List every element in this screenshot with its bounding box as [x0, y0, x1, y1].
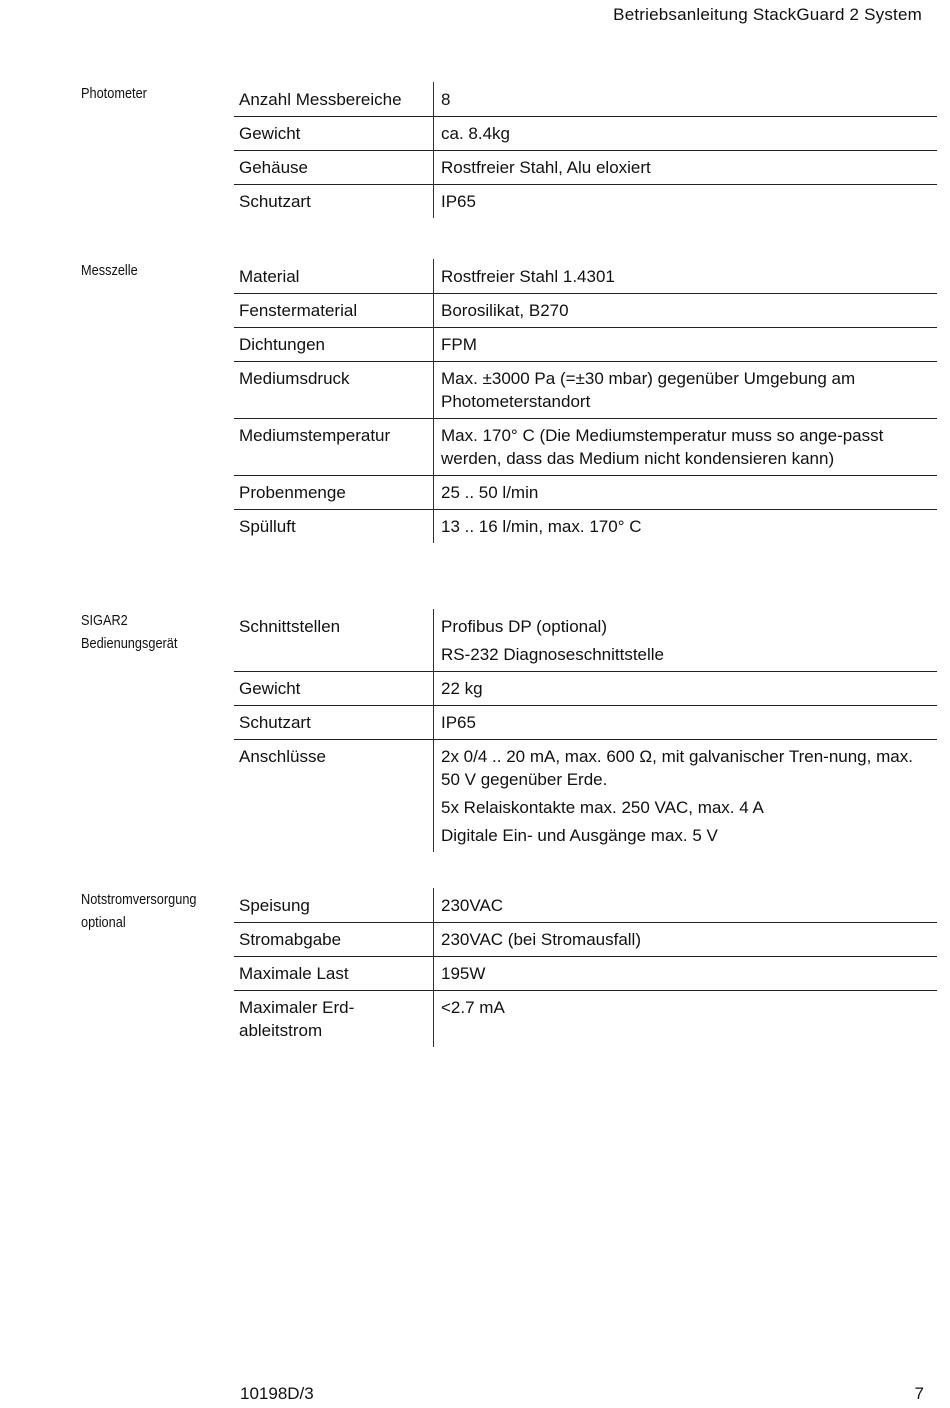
table-row	[234, 888, 937, 923]
row-value: 2x 0/4 .. 20 mA, max. 600 Ω, mit galvanischer Tren-nung, max. 50 V gegenüber Erde. 5x Relaiskontakte max. 250 VAC, max. 4 A Digitale Ein- und Ausgänge max. 5 V	[434, 740, 938, 853]
row-value: 25 .. 50 l/min	[434, 476, 938, 510]
table-row	[234, 609, 937, 672]
row-value: Rostfreier Stahl, Alu eloxiert	[434, 151, 938, 185]
row-key: Dichtungen	[234, 328, 434, 362]
section-label	[81, 259, 209, 282]
row-key: Fenstermaterial	[234, 294, 434, 328]
table-row	[234, 151, 937, 185]
page-number: 7	[914, 1384, 924, 1403]
section-label-line: optional	[81, 914, 126, 931]
row-key: Schutzart	[234, 185, 434, 219]
row-key: Maximale Last	[234, 957, 434, 991]
table-row	[234, 672, 937, 706]
table-row	[234, 185, 937, 219]
table-row	[234, 328, 937, 362]
table-row	[234, 476, 937, 510]
row-value: 230VAC (bei Stromausfall)	[434, 923, 938, 957]
row-key: Gehäuse	[234, 151, 434, 185]
row-value: Profibus DP (optional) RS-232 Diagnoseschnittstelle	[434, 609, 938, 672]
row-value: Max. 170° C (Die Mediumstemperatur muss so ange-passt werden, dass das Medium nicht kondensieren kann)	[434, 419, 938, 476]
row-key: Mediumstemperatur	[234, 419, 434, 476]
spec-table	[234, 82, 937, 218]
section-label	[81, 609, 209, 655]
row-key: Mediumsdruck	[234, 362, 434, 419]
row-value: Rostfreier Stahl 1.4301	[434, 259, 938, 294]
section-label	[81, 888, 209, 934]
spec-table	[234, 609, 937, 852]
row-value: 195W	[434, 957, 938, 991]
row-key: Spülluft	[234, 510, 434, 544]
table-row	[234, 294, 937, 328]
row-key: Schutzart	[234, 706, 434, 740]
row-value: IP65	[434, 185, 938, 219]
row-value: 230VAC	[434, 888, 938, 923]
row-key: Speisung	[239, 896, 310, 915]
table-row	[234, 706, 937, 740]
table-row	[234, 923, 937, 957]
table-row	[234, 419, 937, 476]
row-value: Max. ±3000 Pa (=±30 mbar) gegenüber Umgebung am Photometerstandort	[434, 362, 938, 419]
row-value: 22 kg	[434, 672, 938, 706]
document-id: 10198D/3	[240, 1384, 314, 1403]
section-label-line: Notstromversorgung	[81, 891, 197, 908]
row-value: 8	[434, 82, 938, 117]
row-key: Schnittstellen	[239, 617, 341, 636]
table-row	[234, 957, 937, 991]
document-header: Betriebsanleitung StackGuard 2 System	[613, 5, 922, 24]
row-key: Probenmenge	[234, 476, 434, 510]
table-row	[234, 740, 937, 853]
row-value: Borosilikat, B270	[434, 294, 938, 328]
row-key: Stromabgabe	[234, 923, 434, 957]
table-row	[234, 259, 937, 294]
spec-table	[234, 888, 937, 1047]
table-row	[234, 82, 937, 117]
row-key: Gewicht	[234, 672, 434, 706]
section-label-line: SIGAR2	[81, 612, 128, 629]
section-label-line: Photometer	[81, 85, 147, 102]
table-row	[234, 991, 937, 1048]
row-value: IP65	[434, 706, 938, 740]
section-label	[81, 82, 209, 105]
row-value: ca. 8.4kg	[434, 117, 938, 151]
table-row	[234, 117, 937, 151]
section-label-line: Messzelle	[81, 262, 138, 279]
row-key: Gewicht	[234, 117, 434, 151]
table-row	[234, 510, 937, 544]
row-key: Material	[239, 267, 300, 286]
row-key: Anschlüsse	[234, 740, 434, 853]
table-row	[234, 362, 937, 419]
row-value: <2.7 mA	[434, 991, 938, 1048]
row-value: FPM	[434, 328, 938, 362]
row-key: Maximaler Erd-ableitstrom	[234, 991, 434, 1048]
row-key: Anzahl Messbereiche	[239, 90, 402, 109]
spec-table	[234, 259, 937, 543]
row-value: 13 .. 16 l/min, max. 170° C	[434, 510, 938, 544]
section-label-line: Bedienungsgerät	[81, 635, 178, 652]
